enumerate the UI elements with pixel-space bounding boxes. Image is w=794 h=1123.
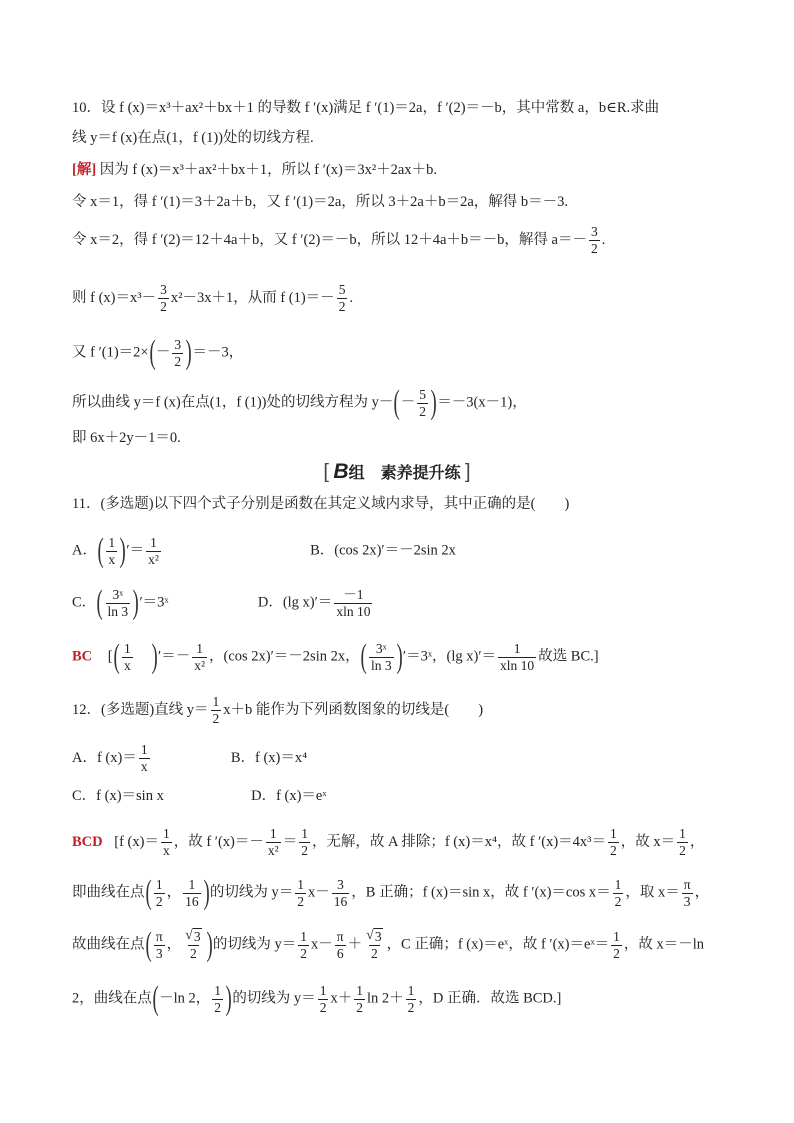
denominator: 2 [300,945,308,961]
fraction-sqrt3-2 [183,928,203,962]
big-paren-left: ( [393,384,401,421]
text: －ln 2， [159,990,211,1007]
denominator: 2 [591,241,598,256]
text: 的切线为 y＝ [209,884,294,901]
numerator: 1 [297,876,305,892]
numerator: 1 [188,876,196,892]
big-paren-left: ( [145,926,152,963]
denominator: x [108,551,116,567]
fraction-1-2 [677,826,688,859]
denominator: x² [267,843,279,858]
numerator: 1 [155,876,163,892]
equals: ＝ [282,833,298,850]
text: ＝－3(x－1)， [437,394,527,411]
solution-line-5 [72,336,243,370]
problem-12-options-ab [72,742,307,775]
denominator: x² [148,551,159,567]
fraction-1-x2 [192,641,207,674]
comma: ， [166,884,182,901]
problem-12-question [72,694,483,727]
denominator: x [123,657,131,673]
text: 故曲线在点 [72,936,145,953]
fraction-1-x2 [266,826,281,859]
problem-10-line-2: 线 y＝f (x)在点(1，f (1))处的切线方程. [72,130,314,146]
option-c-label: C． [72,594,97,611]
denominator: x² [194,657,206,673]
text: 故选 BC.] [538,648,599,665]
option-a-label: A．f (x)＝ [72,749,137,766]
option-a-label: A． [72,542,97,559]
text: x²－3x＋1，从而 f (1)＝－ [170,289,335,306]
section-letter: B [333,460,349,483]
sqrt-icon: √ [185,928,193,943]
numerator: π [336,928,344,944]
denominator: 2 [174,353,182,369]
denominator: x [162,843,170,858]
fraction-1-2 [406,983,417,1016]
denominator: x [140,759,148,774]
problem-11-options-cd [72,586,374,620]
denominator: 2 [301,843,308,858]
numerator: 1 [196,640,203,656]
denominator: 2 [214,999,221,1015]
numerator: 1 [269,826,277,841]
big-paren-right: ) [185,334,192,371]
numerator: 1 [407,982,415,998]
comma: ， [166,936,182,953]
denominator: ln 3 [107,603,129,619]
answer-label: BC [72,648,93,665]
fraction-1-x [106,535,117,568]
text: ，D 正确．故选 BCD.] [418,990,562,1007]
text: ，取 x＝ [625,884,680,901]
option-b: B．f (x)＝x⁴ [230,749,308,766]
numerator: 3 [591,224,598,239]
fraction-1-x2 [146,535,161,568]
text: ，B 正确；f (x)＝sin x，故 f ′(x)＝cos x＝ [351,884,611,901]
denominator: 2 [610,843,617,858]
denominator: 2 [614,893,622,909]
minus: － [155,344,171,361]
fraction-5-2 [417,387,428,420]
big-paren-right: ) [151,638,158,675]
text: x－ [308,884,330,901]
radicand: 3 [374,929,382,944]
numerator: 1 [356,982,363,998]
numerator: 1 [610,826,617,841]
fraction-1-2 [354,983,365,1016]
fraction-1-2 [318,983,329,1016]
text: ，故 x＝－ln [623,936,705,953]
text: 的切线为 y＝ [232,990,316,1007]
fraction-3x-ln3 [106,587,131,620]
text: 则 f (x)＝x³－ [72,289,157,306]
fraction-pi-3 [154,929,165,962]
numerator: π [683,876,691,892]
text: ，(cos 2x)′＝－2sin 2x， [209,648,360,665]
big-paren-left: ( [97,532,104,569]
numerator: 1 [513,640,521,656]
fraction-neg1-xln10 [334,587,372,620]
text: x＋ [330,990,353,1007]
solution-line-6 [72,386,527,420]
option-d: D．f (x)＝eˣ [251,788,327,804]
big-paren-left: ( [360,638,367,675]
denominator: xln 10 [336,603,371,619]
problem-12-answer-line-2 [72,876,709,910]
big-paren-left: ( [152,980,159,1017]
fraction-1-2 [611,929,622,962]
denominator: ln 3 [370,657,392,673]
numerator: 5 [419,386,426,402]
comma: ， [689,833,705,850]
fraction-1-x [139,742,150,775]
fraction-1-x [161,826,172,859]
option-b: B．(cos 2x)′＝－2sin 2x [310,542,456,559]
equals: ′＝ [139,594,158,611]
numerator [364,928,384,945]
text: x＋b 能作为下列函数图象的切线是( ) [223,701,484,718]
denominator: 6 [336,945,344,961]
section-title: 组 素养提升练 [348,465,461,482]
numerator: 3ˣ [112,586,124,602]
text: 所以曲线 y＝f (x)在点(1，f (1))处的切线方程为 y－ [72,394,394,411]
fraction-3-2 [172,337,183,370]
numerator: 1 [123,640,131,656]
big-paren-right: ) [119,532,126,569]
fraction-1-x [122,641,133,674]
text: ＝－3， [192,344,244,361]
big-paren-left: ( [96,584,103,621]
comma: ， [694,884,710,901]
option-c: C．f (x)＝sin x [72,788,164,804]
text: ，故 f ′(x)＝－ [173,833,264,850]
numerator [183,928,203,945]
fraction-3-16 [332,877,350,910]
denominator: 2 [613,945,620,961]
fraction-sqrt3-2 [364,928,384,962]
solution-line-2: 令 x＝1，得 f ′(1)＝3＋2a＋b，又 f ′(1)＝2a，所以 3＋2a＋b＝2a，解得 b＝－3. [72,194,569,210]
denominator: 2 [319,999,327,1015]
section-bracket-left: [ [323,461,329,483]
option-d-label: D．(lg x)′＝ [257,594,333,611]
numerator: π [155,928,163,944]
radicand: 3 [193,929,201,944]
denominator: 2 [212,711,220,726]
fraction-1-2 [298,929,309,962]
solution-line-4 [72,282,353,315]
numerator: 1 [150,534,157,550]
fraction-1-2 [613,877,624,910]
numerator: 1 [319,982,327,998]
bracket: [ [107,648,113,665]
text: ′＝3ˣ，(lg x)′＝ [402,648,497,665]
denominator: 2 [407,999,415,1015]
fraction-pi-6 [335,929,346,962]
denominator: 3 [155,945,163,961]
numerator: 1 [300,928,308,944]
denominator: xln 10 [500,657,535,673]
numerator: －1 [343,586,364,602]
big-paren-right: ) [203,874,210,911]
problem-12-answer-line-3 [72,928,704,962]
text: ln 2＋ [366,990,404,1007]
big-paren-left: ( [113,638,120,675]
denominator: 2 [190,946,197,961]
value: 3ˣ [157,594,169,611]
solution-line-3-text: 令 x＝2，得 f ′(2)＝12＋4a＋b，又 f ′(2)＝－b，所以 12＋4a＋b＝－b，解得 a＝－ [72,231,587,248]
fraction-3-2 [158,282,169,315]
text: x－ [311,936,333,953]
answer-label: BCD [72,833,103,850]
numerator: 1 [212,694,220,709]
numerator: 3 [337,876,344,892]
big-paren-right: ) [206,926,213,963]
numerator: 1 [301,826,308,841]
fraction-1-2 [154,877,165,910]
denominator: 2 [679,843,686,858]
solution-text: 因为 f (x)＝x³＋ax²＋bx＋1，所以 f ′(x)＝3x²＋2ax＋b. [99,162,437,178]
denominator: 2 [160,299,167,314]
denominator: 2 [297,893,305,909]
numerator: 1 [614,876,622,892]
text: 又 f ′(1)＝2× [72,344,149,361]
numerator: 3ˣ [375,640,387,656]
problem-10-line-1: 10．设 f (x)＝x³＋ax²＋bx＋1 的导数 f ′(x)满足 f ′(1)＝2a，f ′(2)＝－b，其中常数 a，b∈R.求曲 [72,100,660,116]
fraction-1-2 [212,983,223,1016]
fraction-3x-ln3 [369,641,394,674]
denominator: 2 [356,999,363,1015]
numerator: 3 [160,282,167,297]
solution-line-1 [72,160,437,180]
denominator: 2 [419,403,426,419]
fraction-1-2 [211,694,222,727]
section-header [0,460,794,484]
sqrt-icon: √ [366,928,374,943]
fraction-1-16 [183,877,201,910]
denominator: 2 [370,946,378,961]
period: . [601,231,606,248]
period: . [349,289,354,306]
numerator: 1 [140,742,148,757]
numerator: 1 [162,826,170,841]
section-bracket-right: ] [465,461,471,483]
minus: － [400,394,416,411]
problem-12-answer-line-1 [72,826,704,859]
text: ，C 正确；f (x)＝eˣ，故 f ′(x)＝eˣ＝ [386,936,610,953]
text: 12．(多选题)直线 y＝ [72,701,209,718]
plus: ＋ [347,936,363,953]
problem-11-options-ab [72,534,456,568]
problem-11-answer [72,640,599,674]
text: 即曲线在点 [72,884,145,901]
solution-label: [解] [72,162,97,178]
text: ，故 x＝ [620,833,676,850]
text: 2，曲线在点 [72,990,152,1007]
big-paren-right: ) [225,980,232,1017]
problem-12-answer-line-4 [72,982,561,1016]
big-paren-right: ) [396,638,403,675]
big-paren-right: ) [430,384,437,421]
denominator: 16 [185,893,199,909]
numerator: 1 [613,928,620,944]
denominator: 3 [683,893,691,909]
text: 的切线为 y＝ [212,936,297,953]
numerator: 5 [338,282,346,297]
fraction-3-2 [589,224,600,257]
fraction-pi-3 [682,877,693,910]
solution-line-3 [72,224,605,257]
problem-12-options-cd [72,786,327,806]
numerator: 1 [214,982,221,998]
text: ，无解，故 A 排除；f (x)＝x⁴，故 f ′(x)＝4x³＝ [311,833,607,850]
fraction-1-2 [295,877,306,910]
fraction-1-2 [299,826,310,859]
equals: ′＝ [126,542,145,559]
fraction-1-2 [608,826,619,859]
fraction-1-xln10 [498,641,536,674]
fraction-5-2 [337,282,348,315]
numerator: 1 [108,534,116,550]
denominator: 16 [333,893,348,909]
big-paren-left: ( [149,334,156,371]
numerator: 1 [679,826,686,841]
equals: ′＝－ [158,648,191,665]
numerator: 3 [174,336,182,352]
denominator: 2 [338,299,346,314]
problem-11-question: 11．(多选题)以下四个式子分别是函数在其定义域内求导，其中正确的是( ) [72,496,570,512]
solution-line-7: 即 6x＋2y－1＝0. [72,430,181,446]
big-paren-left: ( [145,874,152,911]
big-paren-right: ) [132,584,139,621]
text: [f (x)＝ [114,833,159,850]
denominator: 2 [155,893,163,909]
